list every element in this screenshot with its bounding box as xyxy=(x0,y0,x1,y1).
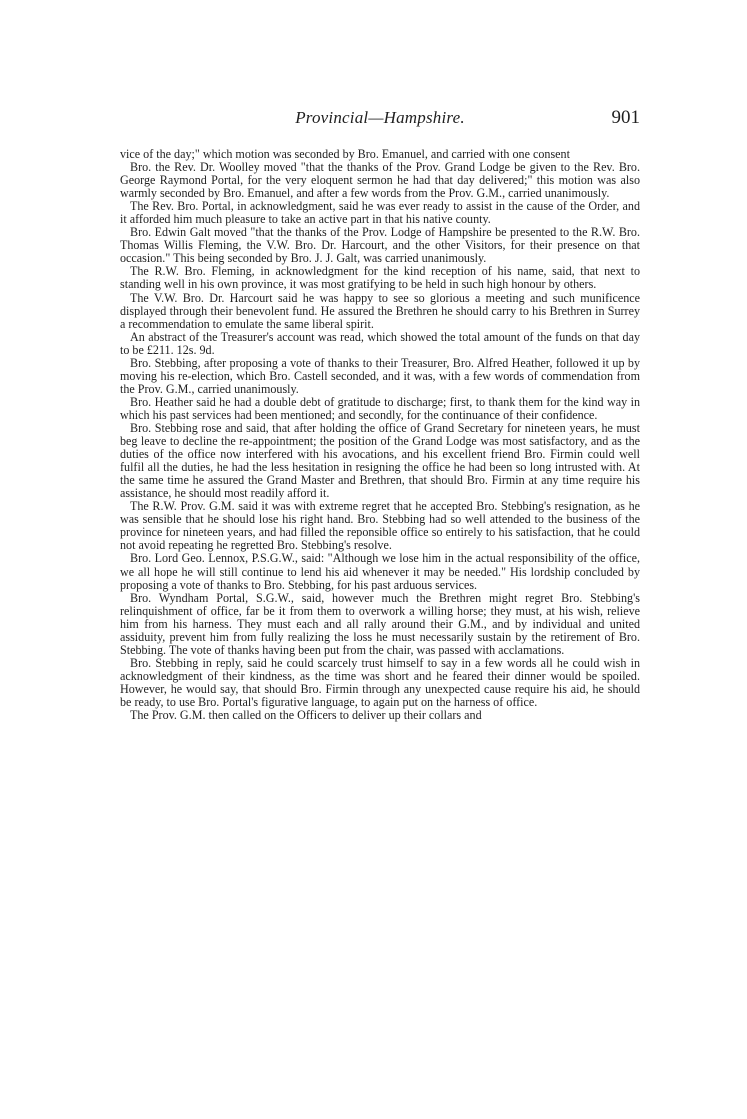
paragraph: The R.W. Prov. G.M. said it was with extreme regret that he accepted Bro. Stebbing's resignation, as he was sensible that he should lose his right hand. Bro. Stebbing had so well attended to the business of the province for nineteen years, and had filled the reponsible office so entirely to his satisfaction, that he could not avoid repeating he regretted Bro. Stebbing's resolve. xyxy=(120,499,640,553)
paragraph: Bro. Stebbing rose and said, that after holding the office of Grand Secretary for nineteen years, he must beg leave to decline the re-appointment; the position of the Grand Lodge was most satisfactory, and as the duties of the office now interfered with his avocations, and his excellent friend Bro. Firmin could well fulfil all the duties, he had the less hesitation in resigning the office he had been so long intrusted with. At the same time he assured the Grand Master and Brethren, that should Bro. Firmin at any time require his assistance, he should most readily afford it. xyxy=(120,420,640,501)
paragraph: Bro. Stebbing, after proposing a vote of thanks to their Treasurer, Bro. Alfred Heather, followed it up by moving his re-election, which Bro. Castell seconded, and it was, with a few words of commendation from the Prov. G.M., carried unanimously. xyxy=(120,355,640,396)
page-number: 901 xyxy=(611,107,640,128)
paragraph: Bro. the Rev. Dr. Woolley moved "that the thanks of the Prov. Grand Lodge be given to the Rev. Bro. George Raymond Portal, for the very eloquent sermon he had that day delivered;" this motion was also warmly seconded by Bro. Emanuel, and after a few words from the Prov. G.M., carried unanimously. xyxy=(120,160,640,201)
running-title: Provincial—Hampshire. xyxy=(295,108,465,127)
paragraph: Bro. Heather said he had a double debt of gratitude to discharge; first, to thank them for the kind way in which his past services had been mentioned; and secondly, for the continuance of their confidence. xyxy=(120,394,640,422)
paragraph: Bro. Stebbing in reply, said he could scarcely trust himself to say in a few words all he could wish in acknowledgment of their kindness, as the time was short and he feared their dinner would be spoiled. However, he would say, that should Bro. Firmin through any unexpected cause require his aid, he should be ready, to use Bro. Portal's figurative language, to again put on the harness of office. xyxy=(120,655,640,709)
paragraph: Bro. Lord Geo. Lennox, P.S.G.W., said: "Although we lose him in the actual responsibility of the office, we all hope he will still continue to lend his aid whenever it may be needed." His lordship concluded by proposing a vote of thanks to Bro. Stebbing, for his past arduous services. xyxy=(120,551,640,592)
paragraph: Bro. Edwin Galt moved "that the thanks of the Prov. Lodge of Hampshire be presented to the R.W. Bro. Thomas Willis Fleming, the V.W. Bro. Dr. Harcourt, and the other Visitors, for their presence on that occasion." This being seconded by Bro. J. J. Galt, was carried unanimously. xyxy=(120,225,640,266)
paragraph: The Prov. G.M. then called on the Officers to deliver up their collars and xyxy=(130,708,482,723)
paragraph: The V.W. Bro. Dr. Harcourt said he was happy to see so glorious a meeting and such munificence displayed through their benevolent fund. He assured the Brethren he should carry to his Brethren in Surrey a recommendation to emulate the same liberal spirit. xyxy=(120,290,640,331)
paragraph: The Rev. Bro. Portal, in acknowledgment, said he was ever ready to assist in the cause of the Order, and it afforded him much pleasure to take an active part in that his native county. xyxy=(120,199,640,227)
document-page xyxy=(120,108,640,722)
article-body xyxy=(120,148,640,722)
paragraph: An abstract of the Treasurer's account was read, which showed the total amount of the funds on that day to be £211. 12s. 9d. xyxy=(120,329,640,357)
paragraph: Bro. Wyndham Portal, S.G.W., said, however much the Brethren might regret Bro. Stebbing's relinquishment of office, far be it from them to overwork a willing horse; they must, at his wish, relieve him from his harness. They must each and all rally around their G.M., and by individual and united assiduity, prevent him from fully realizing the loss he must necessarily sustain by the retirement of Bro. Stebbing. The vote of thanks having been put from the chair, was passed with acclamations. xyxy=(120,590,640,657)
paragraph: vice of the day;" which motion was seconded by Bro. Emanuel, and carried with one consent xyxy=(120,147,570,161)
page-header xyxy=(120,108,640,134)
paragraph: The R.W. Bro. Fleming, in acknowledgment for the kind reception of his name, said, that next to standing well in his own province, it was most gratifying to be held in such high honour by others. xyxy=(120,264,640,292)
